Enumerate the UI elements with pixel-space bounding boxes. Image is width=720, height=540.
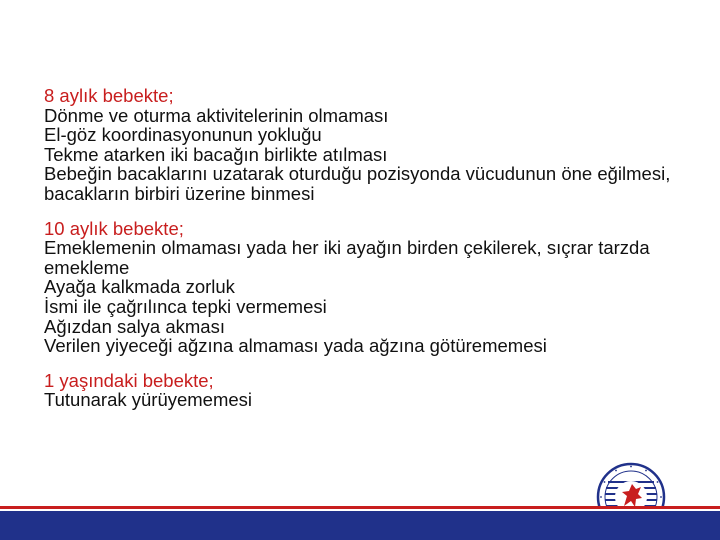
list-item: Tekme atarken iki bacağın birlikte atılması <box>44 143 388 165</box>
list-item: Emeklemenin olmaması yada her iki ayağın birden çekilerek, sıçrar tarzda emekleme <box>44 237 650 278</box>
slide-content <box>44 86 684 425</box>
list-item: Verilen yiyeceği ağzına almaması yada ağzına götürememesi <box>44 335 547 357</box>
section-8-months <box>44 86 684 204</box>
section-heading: 10 aylık bebekte; <box>44 217 184 239</box>
list-item: İsmi ile çağrılınca tepki vermemesi <box>44 295 327 317</box>
list-item: El-göz koordinasyonunun yokluğu <box>44 124 322 146</box>
section-heading: 8 aylık bebekte; <box>44 85 174 106</box>
section-10-months <box>44 219 684 356</box>
footer-bar <box>0 506 720 540</box>
list-item: Tutunarak yürüyememesi <box>44 389 253 411</box>
section-1-year <box>44 371 684 410</box>
list-item: Bebeğin bacaklarını uzatarak oturduğu pozisyonda vücudunun öne eğilmesi, bacakların birbiri üzerine binmesi <box>44 163 671 204</box>
section-heading: 1 yaşındaki bebekte; <box>44 369 214 391</box>
footer-navy-band <box>0 511 720 540</box>
list-item: Ayağa kalkmada zorluk <box>44 276 235 298</box>
list-item: Ağızdan salya akması <box>44 315 225 337</box>
list-item: Dönme ve oturma aktivitelerinin olmaması <box>44 104 389 126</box>
